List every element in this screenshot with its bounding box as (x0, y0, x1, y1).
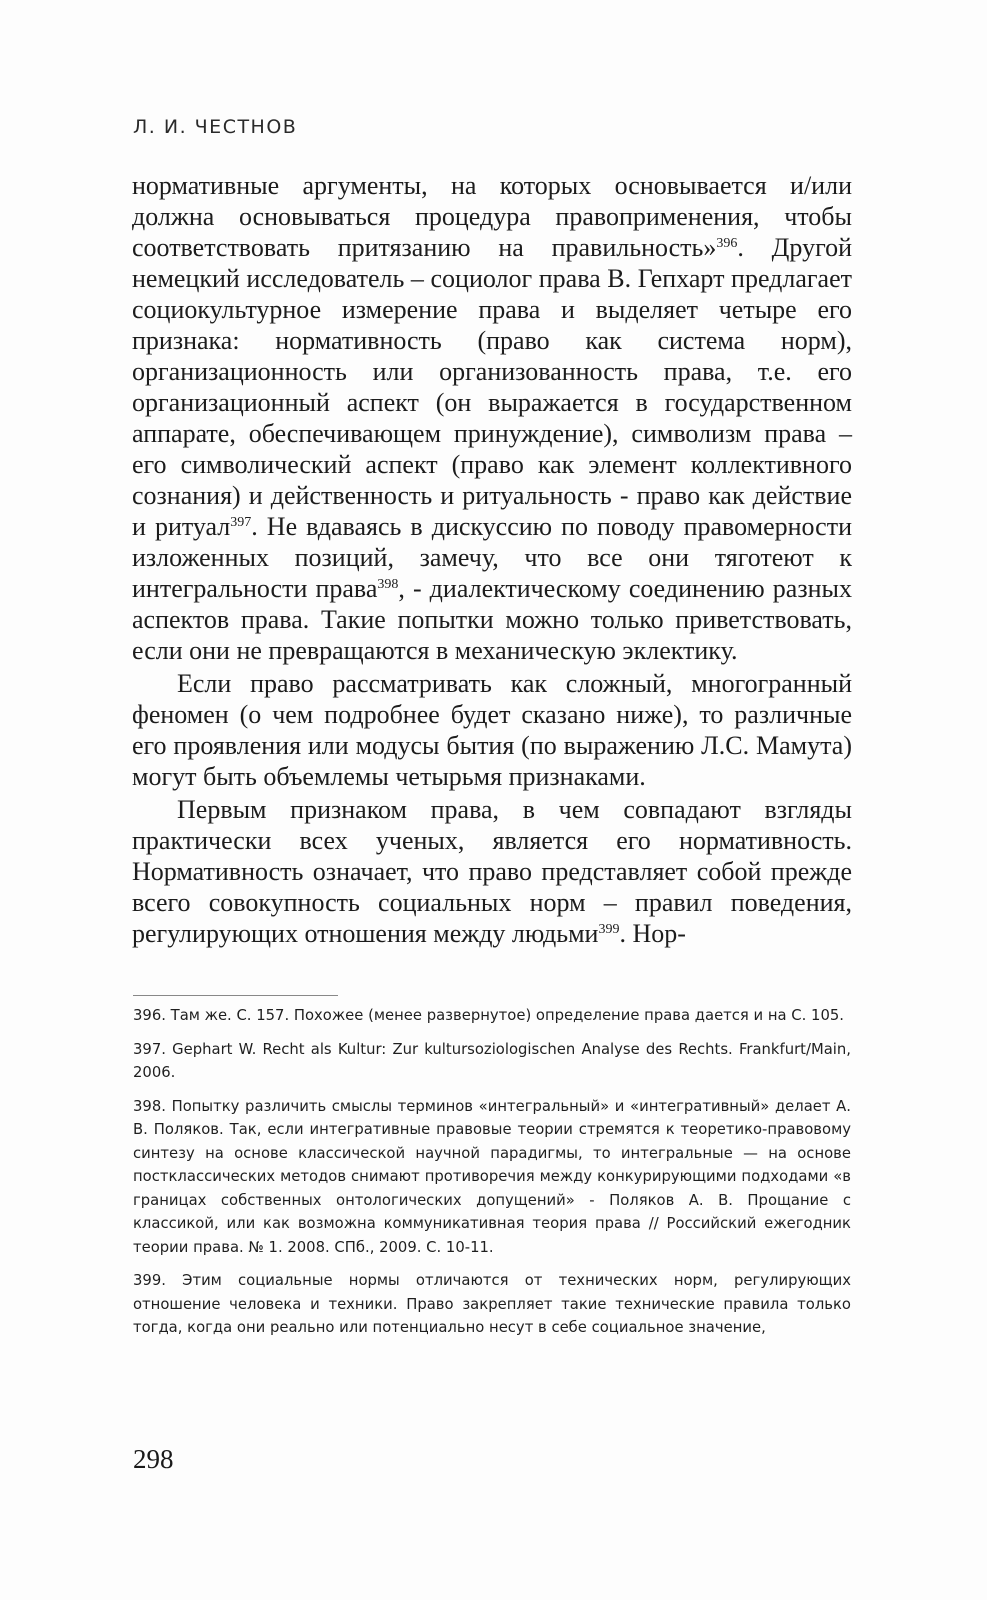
page-number: 298 (133, 1444, 174, 1474)
footnote-ref-399: 399 (598, 922, 620, 937)
footnote-397: 397. Gephart W. Recht als Kultur: Zur kultursoziologischen Analyse des Rechts. Frankfurt/Main, 2006. (133, 1040, 851, 1081)
paragraph-1-part-c: . Не вдаваясь в дискуссию по поводу правомерности изложенных позиций, замечу, что все они тяготеют к интегральности права (132, 512, 852, 603)
footnote-ref-397: 397 (230, 515, 252, 530)
paragraph-1-part-d: , - диалектическому соединению разных аспектов права. Такие попытки можно только приветствовать, если они не превращаются в механическую эклектику. (132, 574, 852, 665)
footnotes (133, 1004, 851, 1350)
paragraph-1 (132, 170, 852, 666)
running-head: Л. И. ЧЕСТНОВ (133, 116, 298, 138)
footnote-separator (133, 995, 338, 996)
footnote-399: 399. Этим социальные нормы отличаются от технических норм, регулирующих отношение человека и техники. Право закрепляет такие технические правила только тогда, когда они реально или потенциально несут в себе социальное значение, (133, 1272, 851, 1336)
paragraph-1-part-a: нормативные аргументы, на которых основывается и/или должна основываться процедура правоприменения, чтобы соответствовать притязанию на правильность» (132, 171, 852, 262)
paragraph-3 (132, 794, 852, 949)
footnote-ref-398: 398 (377, 577, 399, 592)
footnote-ref-396: 396 (716, 236, 738, 251)
paragraph-2: Если право рассматривать как сложный, многогранный феномен (о чем подробнее будет сказано ниже), то различные его проявления или модусы бытия (по выражению Л.С. Мамута) могут быть объемлемы четырьмя признаками. (132, 669, 852, 791)
paragraph-3-part-a: Первым признаком права, в чем совпадают взгляды практически всех ученых, является его нормативность. Нормативность означает, что право представляет собой прежде всего совокупность социальных норм – правил поведения, регулирующих отношения между людьми (132, 795, 852, 948)
paragraph-1-part-b: . Другой немецкий исследователь – социолог права В. Гепхарт предлагает социокультурное измерение права и выделяет четыре его признака: нормативность (право как система норм), организационность или организованность права, т.е. его организационный аспект (он выражается в государственном аппарате, обеспечивающем принуждение), символизм права – его символический аспект (право как элемент коллективного сознания) и действенность и ритуальность - право как действие и ритуал (132, 233, 852, 541)
footnote-398: 398. Попытку различить смыслы терминов «интегральный» и «интегративный» делает А. В. Поляков. Так, если интегративные правовые теории стремятся к теоретико-правовому синтезу на основе классической научной парадигмы, то интегральные — на основе постклассических методов снимают противоречия между конкурирующими подходами «в границах собственных онтологических допущений» - Поляков А. В. Прощание с классикой, или как возможна коммуникативная теория права // Российский ежегодник теории права. № 1. 2008. СПб., 2009. С. 10-11. (133, 1097, 851, 1256)
main-text (132, 170, 852, 949)
footnote-396: 396. Там же. С. 157. Похожее (менее развернутое) определение права дается и на С. 105. (133, 1007, 844, 1024)
paragraph-3-part-b: . Нор- (619, 919, 686, 948)
